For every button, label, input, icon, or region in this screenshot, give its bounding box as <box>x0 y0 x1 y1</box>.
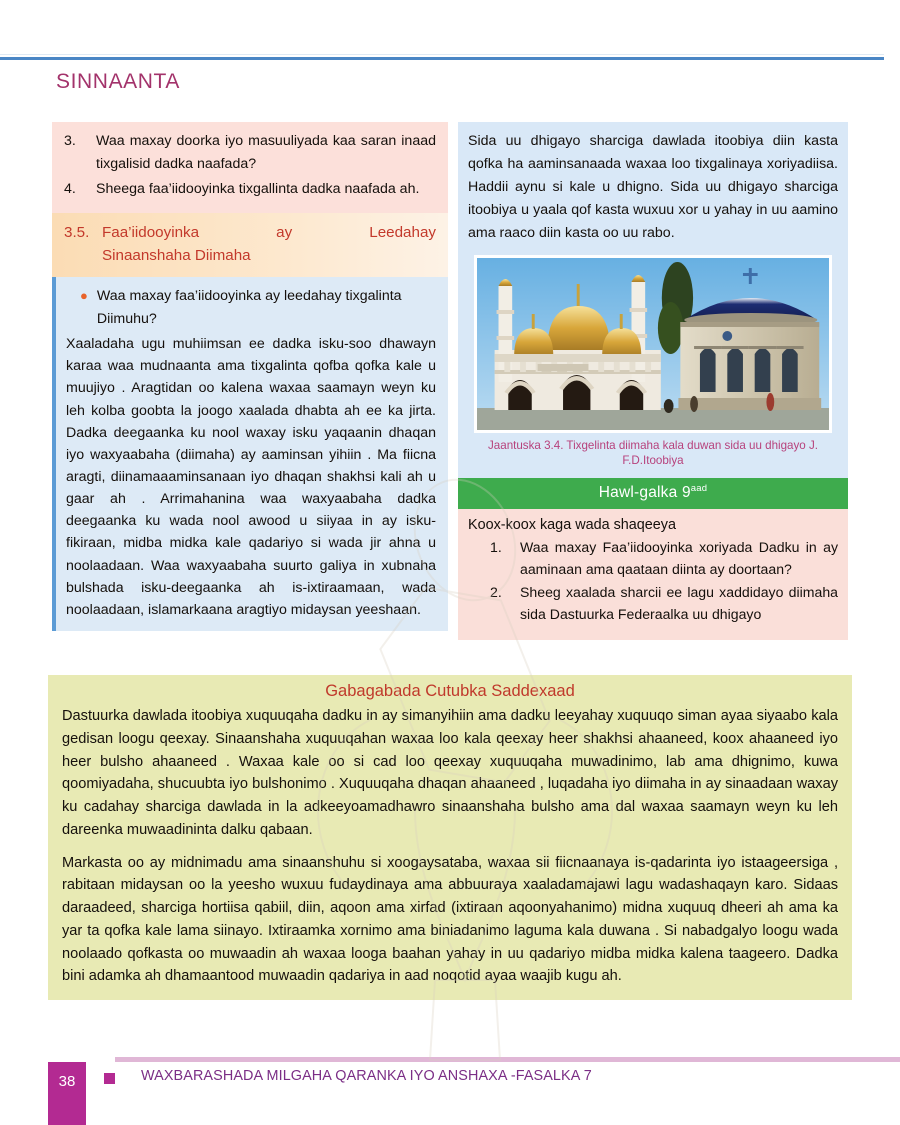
page-title: SINNAANTA <box>56 70 181 93</box>
bullet-question-text: Waa maxay faa’iidooyinka ay leedahay tixgalinta Diimuhu? <box>96 288 402 327</box>
concept-paragraph: Xaaladaha ugu muhiimsan ee dadka isku-soo dhawayn karaa waa mudnaanta ama tixgalinta qofba qofka kale u muujiyo . Aragtidan oo kalena waxaa saamayn weyn ku leh kolba goobta la joogo xaalada dhabta ah ee ka jirta. Dadka deegaanka ku nool waxay isku yaqaanin dhaqan iyo waxyaabaha (diimaha) ay aaminsan yihiin . Ma fiicna aragti, diinamaaaminsanaan iyo dhaqan shakhsi kali ah u gaar ah . Arrimahanina waa waxyaabaha dadka deegaanka ku wada nool awood u siiyaa in ay isku-fikiraan, midba midka kale qadariyo si wada jir ahna u noolaadaan. Waa waxyaabaha suurto galiya in xubnaha bulshada isku-deegaanka ah is-ixtiraamaan, wada noolaadaan, islamarkaana aragtiyo midaysan yeeshaan. <box>66 336 436 618</box>
question-text: Waa maxay doorka iyo masuuliyada kaa saran inaad tixgalisid dadka naafada? <box>96 133 436 172</box>
left-column <box>52 122 448 631</box>
figure-caption: Jaantuska 3.4. Tixgelinta diimaha kala duwan sida uu dhigayo J. F.D.Itoobiya <box>488 439 818 468</box>
question-item <box>64 130 436 176</box>
footer-bullet-icon <box>104 1073 115 1084</box>
header-rule <box>0 57 884 60</box>
summary-paragraph: Markasta oo ay midnimadu ama sinaanshuhu si xoogaysataba, waxaa sii fiicnaanaya is-qadarinta iyo istaageersiga , rabitaan midaysan oo la yeesho wuxuu fudaydinaya ama abbuuraya xaaladamajawi lagu wadashaqayn karo. Sidaas daraadeed, sharciga hortiisa qabiil, diin, aqoon ama xirfad (ixtiraan aqoonyahanimo) midna xuquuq dheeri ah ama ka yar ta qofka kale lama siinayo. Ixtiraamka xornimo ama biniadanimo laguma kala duwana . Si nabadgalyo loogu wada noolaado qofkasta oo muwaadin ah waxaa looga baahan yahay in uu qadariyo midba midka kalena taageero. Dadka bini adamka ah dhamaantood muwaadin qadariya in aad noqotid ayaa waajib kugu ah. <box>62 854 838 985</box>
section-title-line2: Sinaanshaha Diimaha <box>102 247 251 265</box>
activity-block <box>458 509 848 640</box>
intro-paragraph: Sida uu dhigayo sharciga dawlada itoobiya diin kasta qofka ha aaminsanaada waxaa loo tixgalinaya xoriyadiisa. Haddii aynu si kale u dhigno. Sida uu dhigayo sharciga itoobiya u yaala qof kasta wuxuu xor u yahay in uu aamino ama raaco diin kasta oo uu rabo. <box>468 133 838 241</box>
footer-rule <box>115 1057 900 1062</box>
chapter-summary <box>48 675 852 1000</box>
activity-item <box>468 537 838 581</box>
summary-title: Gabagabada Cutubka Saddexaad <box>325 682 575 700</box>
section-number: 3.5. <box>64 224 90 241</box>
right-column <box>458 122 848 640</box>
question-number: 4. <box>64 181 76 197</box>
activity-banner <box>458 478 848 509</box>
activity-item-text: Sheeg xaalada sharcii ee lagu xaddidayo diimaha sida Dastuurka Federaalka uu dhigayo <box>520 584 838 623</box>
bullet-question <box>62 285 438 330</box>
section-title <box>102 221 436 267</box>
summary-paragraph: Dastuurka dawlada itoobiya xuquuqaha dadku in ay simanyihiin ama dadku leeyahay xuquuqo siman ayaa siyaabo kala gedisan loogu qeexay. Sinaanshaha xuquuqahan waxaa loo kala qeexay heer shakhsi ahaaneed, koox ahaaneed iyo heer bulsho ahaaneed . Waxaa kale oo si cad loo qeexay xuquuqaha muwadinimo, lab ama dhignimo, kuwa qoomiyadaha, shucuubta iyo bulshonimo . Xuquuqaha dhaqan ahaaneed , luqadaha iyo diimaha in ay sinaadaan waxay ku cadahay sharciga dawlada in la adkeeyoamadhawro sinaanshaha bulsho ama dal waxaa saamayn weyn ku leh dareenka muwaadininta dalku qabaan. <box>62 708 838 838</box>
activity-item-number: 1. <box>490 538 502 555</box>
activity-instruction: Koox-koox kaga wada shaqeeya <box>468 516 677 533</box>
intro-block <box>458 122 848 478</box>
bullet-dot-icon: ● <box>80 288 88 304</box>
activity-banner-superscript: aad <box>690 482 708 494</box>
activity-banner-text: Hawl-galka 9 <box>598 483 691 501</box>
section-title-line1: Faa’iidooyinka ay Leedahay <box>102 224 436 241</box>
page-number: 38 <box>58 1073 76 1090</box>
question-text: Sheega faa’iidooyinka tixgallinta dadka naafada ah. <box>96 181 420 197</box>
activity-item-text: Waa maxay Faa’iidooyinka xoriyada Dadku in ay aaminaan ama qaataan diinta ay doortaan? <box>520 538 838 577</box>
activity-item-number: 2. <box>490 584 502 601</box>
section-heading <box>52 213 448 277</box>
mosque-and-church-photo <box>477 258 829 430</box>
figure-frame <box>474 255 832 433</box>
page-number-badge <box>48 1062 86 1125</box>
question-item <box>64 178 436 201</box>
review-questions-block <box>52 122 448 213</box>
footer-title: WAXBARASHADA MILGAHA QARANKA IYO ANSHAXA -FASALKA 7 <box>141 1068 592 1084</box>
question-number: 3. <box>64 133 76 149</box>
activity-item <box>468 582 838 626</box>
header-rule-light <box>0 54 884 55</box>
concept-block <box>52 277 448 631</box>
